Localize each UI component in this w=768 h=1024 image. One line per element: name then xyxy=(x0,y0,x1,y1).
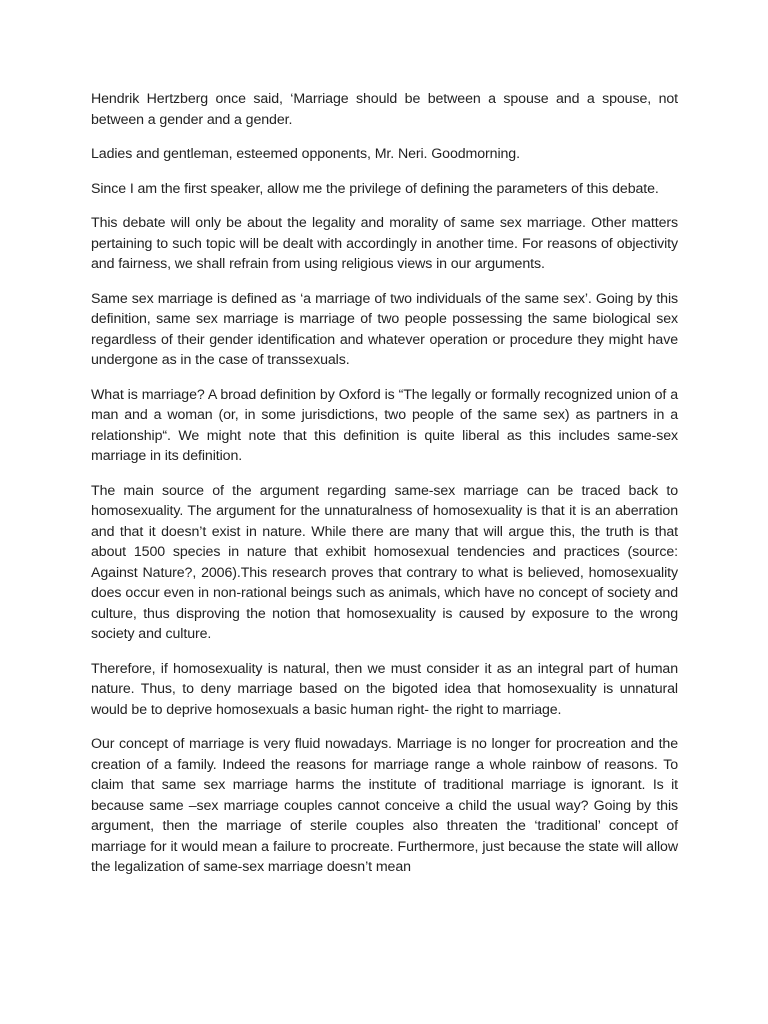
paragraph-homosexuality-nature: The main source of the argument regarding same-sex marriage can be traced back to homosexuality. The argument for the unnaturalness of homosexuality is that it is an aberration and that it doesn’t exist in nature. While there are many that will argue this, the truth is that about 1500 species in nature that exhibit homosexual tendencies and practices (source: Against Nature?, 2006).This research proves that contrary to what is believed, homosexuality does occur even in non-rational beings such as animals, which have no concept of society and culture, thus disproving the notion that homosexuality is caused by exposure to the wrong society and culture. xyxy=(91,482,678,642)
paragraph-definition: Same sex marriage is defined as ‘a marriage of two individuals of the same sex’. Going by this definition, same sex marriage is marriage of two people possessing the same biological sex regardless of their gender identification and whatever operation or procedure they might have undergone as in the case of transsexuals. xyxy=(91,290,678,368)
paragraph-scope: This debate will only be about the legality and morality of same sex marriage. Other matters pertaining to such topic will be dealt with accordingly in another time. For reasons of objectivity and fairness, we shall refrain from using religious views in our arguments. xyxy=(91,215,678,272)
paragraph-fluid-concept: Our concept of marriage is very fluid nowadays. Marriage is no longer for procreation and the creation of a family. Indeed the reasons for marriage range a whole rainbow of reasons. To claim that same sex marriage harms the institute of traditional marriage is ignorant. Is it because same –sex marriage couples cannot conceive a child the usual way? Going by this argument, then the marriage of sterile couples also threaten the ‘traditional’ concept of marriage for it would mean a failure to procreate. Furthermore, just because the state will allow the legalization of same-sex marriage doesn’t mean xyxy=(91,736,678,875)
document-body xyxy=(91,89,678,892)
paragraph-human-right: Therefore, if homosexuality is natural, then we must consider it as an integral part of human nature. Thus, to deny marriage based on the bigoted idea that homosexuality is unnatural would be to deprive homosexuals a basic human right- the right to marriage. xyxy=(91,660,678,718)
paragraph-greeting: Ladies and gentleman, esteemed opponents, Mr. Neri. Goodmorning. xyxy=(91,146,520,162)
paragraph-quote: Hendrik Hertzberg once said, ‘Marriage should be between a spouse and a spouse, not between a gender and a gender. xyxy=(91,91,678,128)
paragraph-intro: Since I am the first speaker, allow me the privilege of defining the parameters of this debate. xyxy=(91,180,659,197)
paragraph-marriage-definition: What is marriage? A broad definition by Oxford is “The legally or formally recognized union of a man and a woman (or, in some jurisdictions, two people of the same sex) as partners in a relationship“. We might note that this definition is quite liberal as this includes same-sex marriage in its definition. xyxy=(91,386,678,464)
